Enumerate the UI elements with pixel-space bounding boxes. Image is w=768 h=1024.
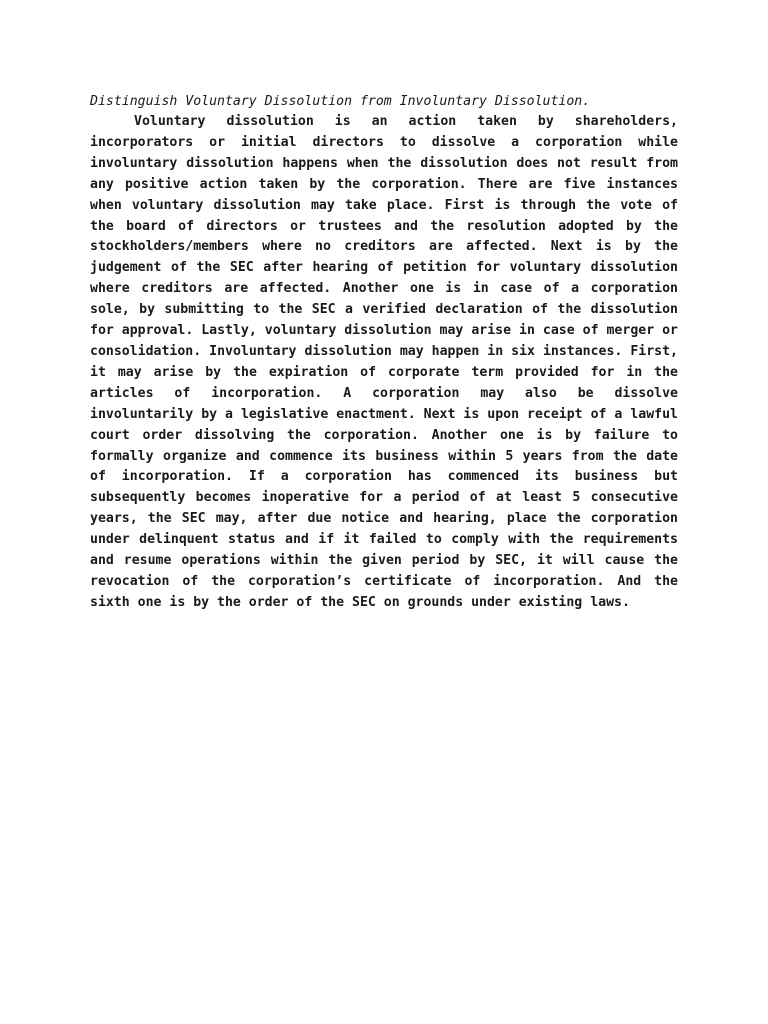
answer-paragraph: Voluntary dissolution is an action taken by shareholders, incorporators or initial directors to dissolve a corporation while involuntary dissolution happens when the dissolution does not result from any positive action taken by the corporation. There are five instances when voluntary dissolution may take place. First is through the vote of the board of directors or trustees and the resolution adopted by the stockholders/members where no creditors are affected. Next is by the judgement of the SEC after hearing of petition for voluntary dissolution where creditors are affected. Another one is in case of a corporation sole, by submitting to the SEC a verified declaration of the dissolution for approval. Lastly, voluntary dissolution may arise in case of merger or consolidation. Involuntary dissolution may happen in six instances. First, it may arise by the expiration of corporate term provided for in the articles of incorporation. A corporation may also be dissolve involuntarily by a legislative enactment. Next is upon receipt of a lawful court order dissolving the corporation. Another one is by failure to formally organize and commence its business within 5 years from the date of incorporation. If a corporation has commenced its business but subsequently becomes inoperative for a period of at least 5 consecutive years, the SEC may, after due notice and hearing, place the corporation under delinquent status and if it failed to comply with the requirements and resume operations within the given period by SEC, it will cause the revocation of the corporation’s certificate of incorporation. And the sixth one is by the order of the SEC on grounds under existing laws. (90, 114, 678, 610)
document-body (90, 91, 678, 614)
question-heading: Distinguish Voluntary Dissolution from Involuntary Dissolution. (90, 94, 591, 109)
